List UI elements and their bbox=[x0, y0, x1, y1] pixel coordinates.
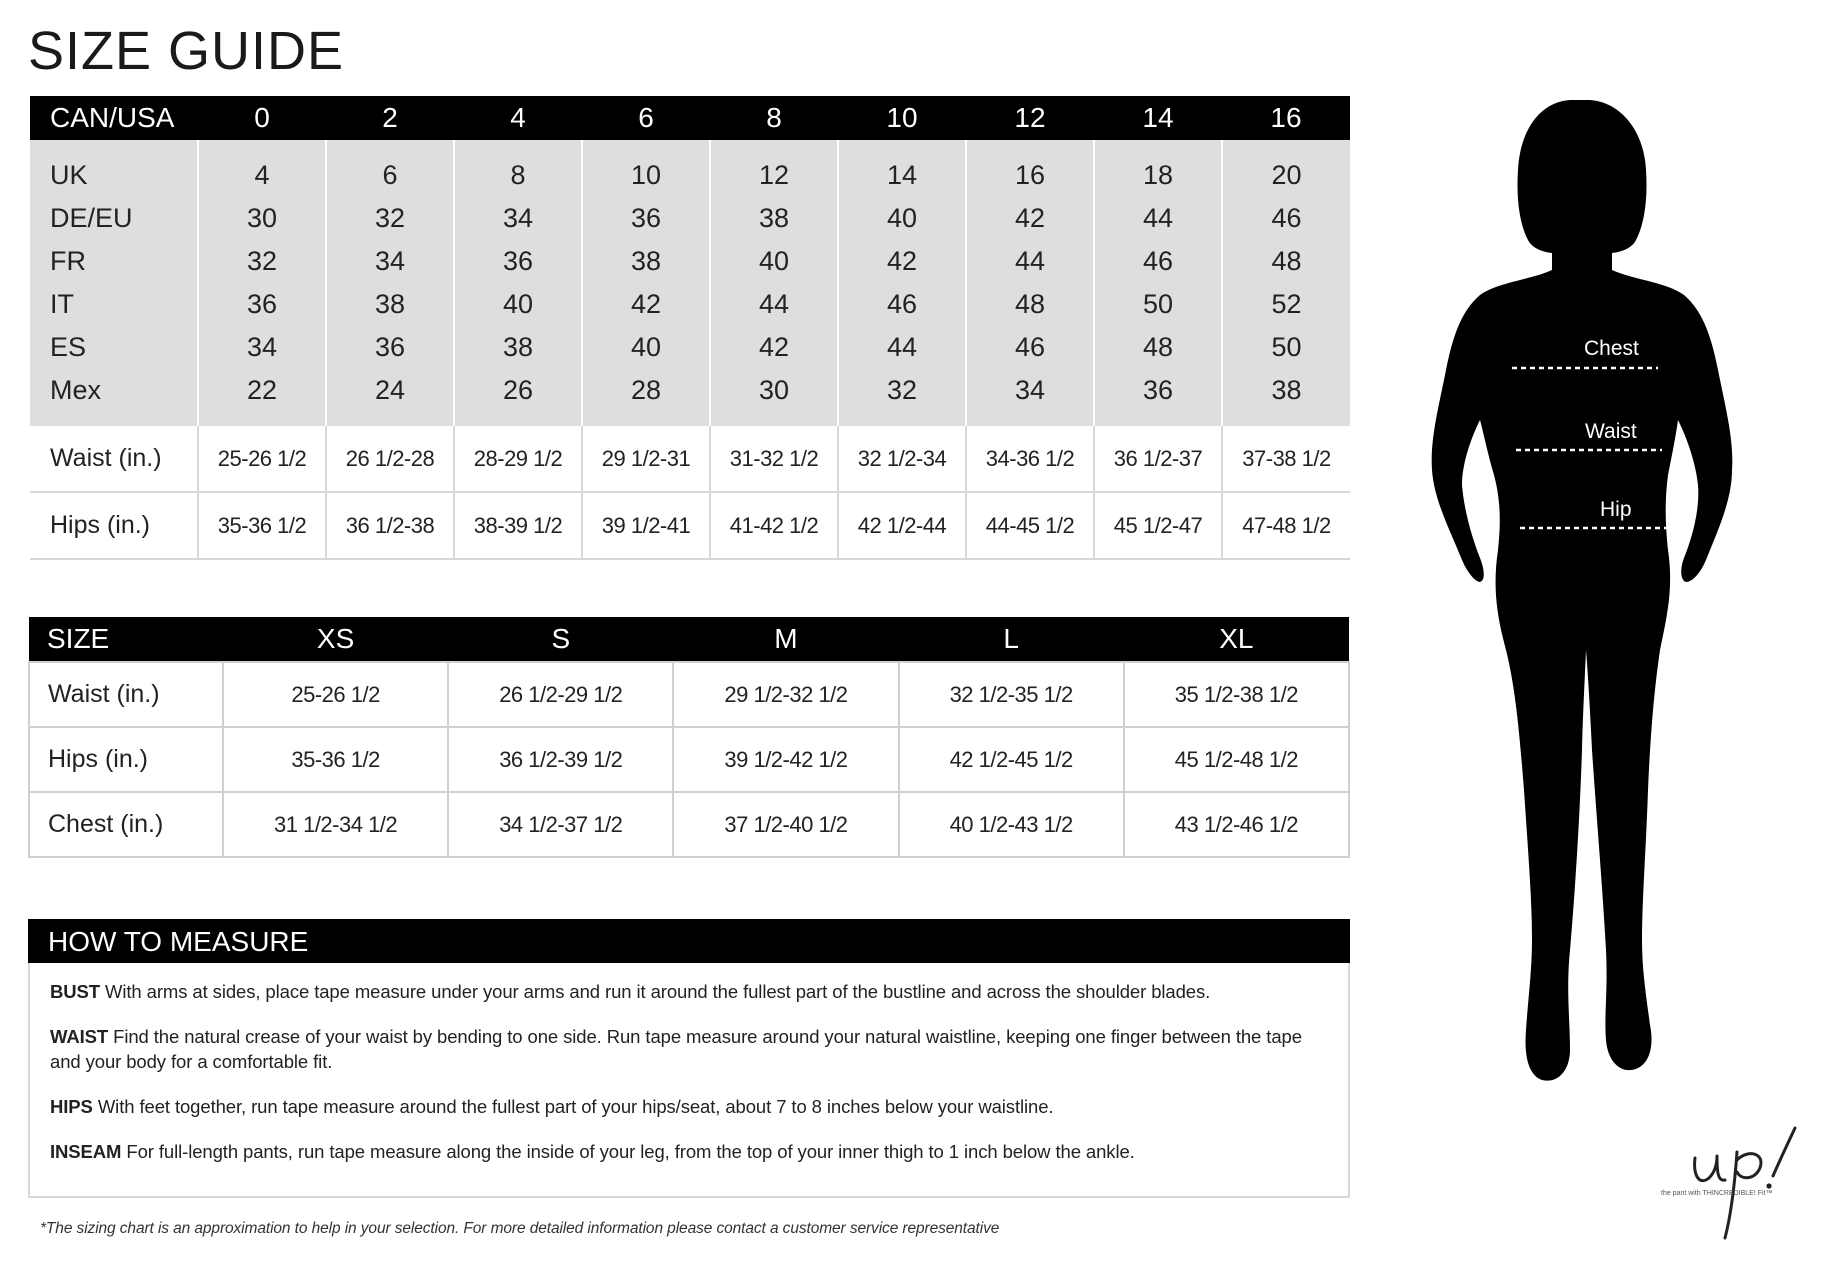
table-row bbox=[30, 283, 1350, 326]
table-cell: 38 bbox=[326, 283, 454, 326]
table-cell: 48 bbox=[1222, 240, 1350, 283]
numeric-measurements bbox=[30, 426, 1350, 559]
table-cell: 36 1/2-39 1/2 bbox=[448, 727, 673, 792]
table-cell: 30 bbox=[710, 369, 838, 426]
table-cell: 10 bbox=[582, 140, 710, 197]
table-cell: 42 1/2-44 bbox=[838, 492, 966, 559]
table-cell: 38-39 1/2 bbox=[454, 492, 582, 559]
row-label: Hips (in.) bbox=[30, 492, 198, 559]
table-row bbox=[30, 492, 1350, 559]
hip-label: Hip bbox=[1600, 498, 1632, 521]
table-cell: 46 bbox=[966, 326, 1094, 369]
waist-label: Waist bbox=[1585, 420, 1637, 443]
table-cell: 40 bbox=[454, 283, 582, 326]
table-cell: 12 bbox=[710, 140, 838, 197]
table-cell: 34 bbox=[198, 326, 326, 369]
measure-text: For full-length pants, run tape measure along the inside of your leg, from the top of your inner thigh to 1 inch below the ankle. bbox=[121, 1141, 1135, 1162]
measure-item-hips bbox=[50, 1094, 1328, 1119]
table-cell: 20 bbox=[1222, 140, 1350, 197]
measure-item-bust bbox=[50, 979, 1328, 1004]
size-header: XS bbox=[223, 617, 448, 662]
table-row bbox=[30, 426, 1350, 492]
table-cell: 31-32 1/2 bbox=[710, 426, 838, 492]
table-cell: 22 bbox=[198, 369, 326, 426]
table-row bbox=[29, 662, 1349, 727]
chest-label: Chest bbox=[1584, 337, 1639, 360]
table-cell: 52 bbox=[1222, 283, 1350, 326]
row-label: Waist (in.) bbox=[30, 426, 198, 492]
table-cell: 34-36 1/2 bbox=[966, 426, 1094, 492]
measure-item-inseam bbox=[50, 1139, 1328, 1164]
row-label: Waist (in.) bbox=[29, 662, 223, 727]
conversion-header-label: CAN/USA bbox=[30, 96, 198, 140]
table-cell: 42 bbox=[710, 326, 838, 369]
table-cell: 31 1/2-34 1/2 bbox=[223, 792, 448, 857]
row-label: ES bbox=[30, 326, 198, 369]
table-cell: 35-36 1/2 bbox=[198, 492, 326, 559]
table-cell: 38 bbox=[710, 197, 838, 240]
measure-text: With feet together, run tape measure around the fullest part of your hips/seat, about 7 to 8 inches below your waistline. bbox=[92, 1096, 1054, 1117]
size-header: 6 bbox=[582, 96, 710, 140]
table-cell: 40 bbox=[710, 240, 838, 283]
table-cell: 45 1/2-48 1/2 bbox=[1124, 727, 1349, 792]
table-cell: 37 1/2-40 1/2 bbox=[673, 792, 898, 857]
size-header: L bbox=[899, 617, 1124, 662]
alpha-measurements bbox=[29, 662, 1349, 857]
size-header: 0 bbox=[198, 96, 326, 140]
size-header: S bbox=[448, 617, 673, 662]
measure-item-waist bbox=[50, 1024, 1328, 1074]
table-cell: 38 bbox=[454, 326, 582, 369]
table-cell: 42 bbox=[838, 240, 966, 283]
alpha-size-table bbox=[28, 617, 1350, 858]
table-cell: 50 bbox=[1094, 283, 1222, 326]
table-cell: 26 bbox=[454, 369, 582, 426]
table-cell: 42 1/2-45 1/2 bbox=[899, 727, 1124, 792]
table-cell: 39 1/2-41 bbox=[582, 492, 710, 559]
table-cell: 32 bbox=[838, 369, 966, 426]
table-cell: 28-29 1/2 bbox=[454, 426, 582, 492]
table-cell: 32 1/2-35 1/2 bbox=[899, 662, 1124, 727]
table-cell: 41-42 1/2 bbox=[710, 492, 838, 559]
table-cell: 26 1/2-28 bbox=[326, 426, 454, 492]
table-cell: 39 1/2-42 1/2 bbox=[673, 727, 898, 792]
alpha-header-label: SIZE bbox=[29, 617, 223, 662]
table-cell: 47-48 1/2 bbox=[1222, 492, 1350, 559]
table-cell: 29 1/2-32 1/2 bbox=[673, 662, 898, 727]
measure-text: Find the natural crease of your waist by bending to one side. Run tape measure around your natural waistline, keeping one finger between the tape and your body for a comfortable fit. bbox=[50, 1026, 1302, 1072]
page-title: SIZE GUIDE bbox=[28, 21, 345, 81]
row-label: IT bbox=[30, 283, 198, 326]
table-cell: 36 bbox=[454, 240, 582, 283]
table-row bbox=[30, 326, 1350, 369]
size-header: 16 bbox=[1222, 96, 1350, 140]
table-cell: 6 bbox=[326, 140, 454, 197]
table-cell: 36 bbox=[582, 197, 710, 240]
table-cell: 14 bbox=[838, 140, 966, 197]
table-cell: 44 bbox=[966, 240, 1094, 283]
table-cell: 40 bbox=[582, 326, 710, 369]
table-cell: 45 1/2-47 bbox=[1094, 492, 1222, 559]
measure-term: BUST bbox=[50, 981, 100, 1002]
table-row bbox=[30, 140, 1350, 197]
logo-caption: the pant with THINCREDIBLE! Fit™ bbox=[1661, 1190, 1773, 1197]
measure-text: With arms at sides, place tape measure under your arms and run it around the fullest part of the bustline and across the shoulder blades. bbox=[99, 981, 1211, 1002]
table-cell: 34 bbox=[326, 240, 454, 283]
table-cell: 29 1/2-31 bbox=[582, 426, 710, 492]
logo-mark bbox=[1655, 1120, 1825, 1240]
table-cell: 44-45 1/2 bbox=[966, 492, 1094, 559]
table-cell: 40 1/2-43 1/2 bbox=[899, 792, 1124, 857]
international-sizes bbox=[30, 140, 1350, 426]
table-cell: 38 bbox=[1222, 369, 1350, 426]
table-cell: 36 bbox=[326, 326, 454, 369]
table-cell: 46 bbox=[838, 283, 966, 326]
table-cell: 43 1/2-46 1/2 bbox=[1124, 792, 1349, 857]
size-header: 2 bbox=[326, 96, 454, 140]
table-row bbox=[29, 727, 1349, 792]
size-header: 14 bbox=[1094, 96, 1222, 140]
table-cell: 34 bbox=[454, 197, 582, 240]
table-cell: 28 bbox=[582, 369, 710, 426]
body-silhouette bbox=[1420, 90, 1760, 1120]
size-header: 8 bbox=[710, 96, 838, 140]
size-header: 4 bbox=[454, 96, 582, 140]
table-cell: 38 bbox=[582, 240, 710, 283]
table-cell: 16 bbox=[966, 140, 1094, 197]
table-row bbox=[30, 197, 1350, 240]
silhouette-graphic bbox=[1420, 90, 1760, 1120]
row-label: Hips (in.) bbox=[29, 727, 223, 792]
table-cell: 36 1/2-37 bbox=[1094, 426, 1222, 492]
table-cell: 36 1/2-38 bbox=[326, 492, 454, 559]
row-label: Mex bbox=[30, 369, 198, 426]
table-row bbox=[30, 240, 1350, 283]
table-cell: 42 bbox=[582, 283, 710, 326]
table-cell: 42 bbox=[966, 197, 1094, 240]
measure-term: INSEAM bbox=[50, 1141, 122, 1162]
table-cell: 25-26 1/2 bbox=[198, 426, 326, 492]
measure-term: WAIST bbox=[50, 1026, 109, 1047]
table-cell: 34 bbox=[966, 369, 1094, 426]
table-cell: 18 bbox=[1094, 140, 1222, 197]
table-cell: 50 bbox=[1222, 326, 1350, 369]
size-conversion-table bbox=[30, 96, 1350, 560]
table-cell: 8 bbox=[454, 140, 582, 197]
table-cell: 24 bbox=[326, 369, 454, 426]
how-to-measure-heading: HOW TO MEASURE bbox=[28, 919, 1350, 963]
table-row bbox=[29, 792, 1349, 857]
table-cell: 35 1/2-38 1/2 bbox=[1124, 662, 1349, 727]
table-cell: 30 bbox=[198, 197, 326, 240]
table-cell: 46 bbox=[1094, 240, 1222, 283]
table-cell: 35-36 1/2 bbox=[223, 727, 448, 792]
conversion-header-row bbox=[30, 96, 1350, 140]
table-cell: 48 bbox=[966, 283, 1094, 326]
table-cell: 48 bbox=[1094, 326, 1222, 369]
table-cell: 32 bbox=[198, 240, 326, 283]
size-header: M bbox=[673, 617, 898, 662]
table-cell: 44 bbox=[838, 326, 966, 369]
row-label: FR bbox=[30, 240, 198, 283]
table-row bbox=[30, 369, 1350, 426]
table-cell: 44 bbox=[1094, 197, 1222, 240]
table-cell: 32 1/2-34 bbox=[838, 426, 966, 492]
table-cell: 26 1/2-29 1/2 bbox=[448, 662, 673, 727]
table-cell: 36 bbox=[198, 283, 326, 326]
size-header: XL bbox=[1124, 617, 1349, 662]
size-header: 12 bbox=[966, 96, 1094, 140]
table-cell: 34 1/2-37 1/2 bbox=[448, 792, 673, 857]
row-label: Chest (in.) bbox=[29, 792, 223, 857]
how-to-measure-section bbox=[28, 919, 1350, 1198]
table-cell: 4 bbox=[198, 140, 326, 197]
brand-logo bbox=[1655, 1120, 1825, 1240]
table-cell: 32 bbox=[326, 197, 454, 240]
alpha-header-row bbox=[29, 617, 1349, 662]
table-cell: 46 bbox=[1222, 197, 1350, 240]
disclaimer-footnote: *The sizing chart is an approximation to help in your selection. For more detailed information please contact a customer service representative bbox=[40, 1220, 1000, 1237]
table-cell: 36 bbox=[1094, 369, 1222, 426]
table-cell: 44 bbox=[710, 283, 838, 326]
table-cell: 37-38 1/2 bbox=[1222, 426, 1350, 492]
row-label: DE/EU bbox=[30, 197, 198, 240]
table-cell: 25-26 1/2 bbox=[223, 662, 448, 727]
size-header: 10 bbox=[838, 96, 966, 140]
measure-term: HIPS bbox=[50, 1096, 93, 1117]
table-cell: 40 bbox=[838, 197, 966, 240]
row-label: UK bbox=[30, 140, 198, 197]
